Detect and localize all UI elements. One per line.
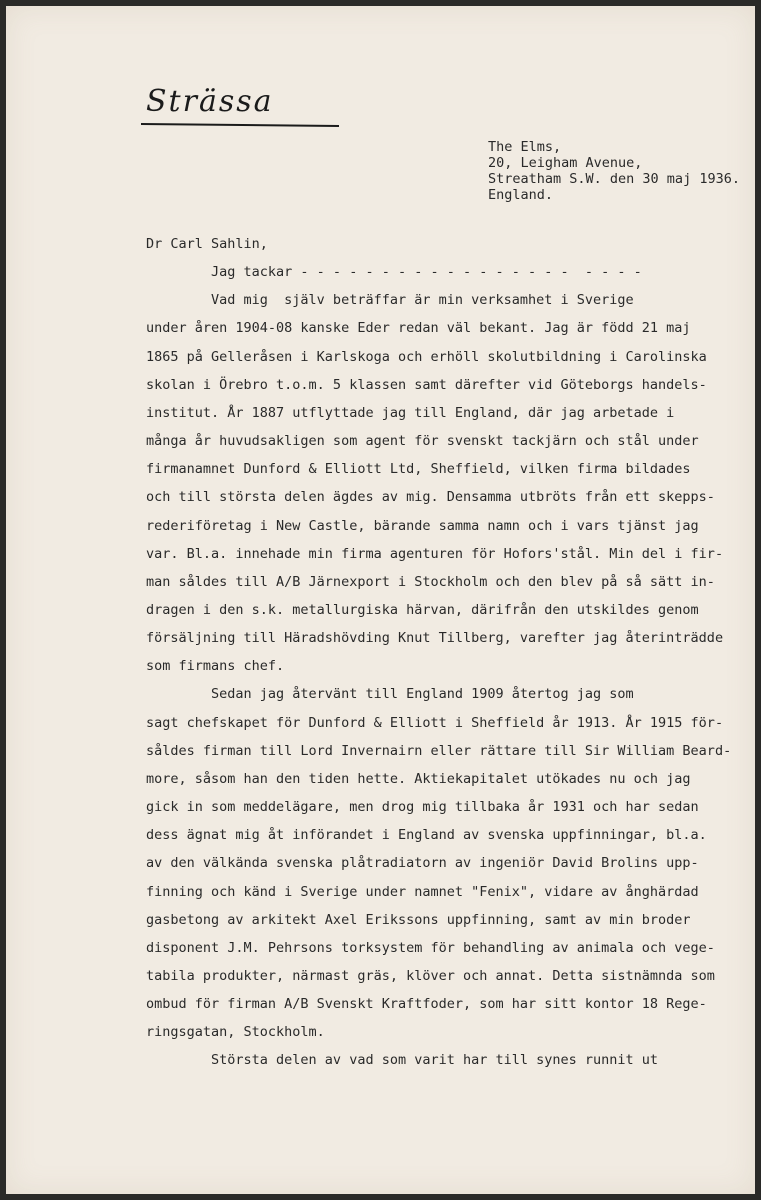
salutation: Dr Carl Sahlin,: [146, 236, 268, 252]
body-line: och till största delen ägdes av mig. Densamma utbröts från ett skepps-: [146, 489, 715, 505]
body-line: gick in som meddelägare, men drog mig tillbaka år 1931 och har sedan: [146, 799, 699, 815]
body-line: sagt chefskapet för Dunford & Elliott i Sheffield år 1913. År 1915 för-: [146, 715, 724, 731]
address-line: England.: [488, 187, 554, 203]
body-line: more, såsom han den tiden hette. Aktiekapitalet utökades nu och jag: [146, 771, 691, 787]
body-line: dess ägnat mig åt införandet i England av svenska uppfinningar, bl.a.: [146, 827, 707, 843]
body-line: Största delen av vad som varit har till synes runnit ut: [146, 1052, 659, 1068]
body-line: som firmans chef.: [146, 658, 285, 674]
letter-page: [6, 6, 755, 1194]
body-line: Sedan jag återvänt till England 1909 återtog jag som: [146, 686, 634, 702]
address-line: 20, Leigham Avenue,: [488, 155, 643, 171]
handwritten-title: Strässa: [146, 84, 274, 119]
body-line: ringsgatan, Stockholm.: [146, 1024, 325, 1040]
body-line: många år huvudsakligen som agent för svenskt tackjärn och stål under: [146, 433, 699, 449]
sender-address: [488, 139, 740, 203]
body-line: Vad mig själv beträffar är min verksamhet i Sverige: [146, 292, 634, 308]
body-line: finning och känd i Sverige under namnet "Fenix", vidare av ånghärdad: [146, 884, 699, 900]
body-line: 1865 på Gelleråsen i Karlskoga och erhöll skolutbildning i Carolinska: [146, 349, 707, 365]
body-line: dragen i den s.k. metallurgiska härvan, därifrån den utskildes genom: [146, 602, 699, 618]
body-line: tabila produkter, närmast gräs, klöver och annat. Detta sistnämnda som: [146, 968, 715, 984]
body-line: skolan i Örebro t.o.m. 5 klassen samt därefter vid Göteborgs handels-: [146, 377, 707, 393]
body-line: ombud för firman A/B Svenskt Kraftfoder, som har sitt kontor 18 Rege-: [146, 996, 707, 1012]
body-line: under åren 1904-08 kanske Eder redan väl bekant. Jag är född 21 maj: [146, 320, 691, 336]
body-line: rederiföretag i New Castle, bärande samma namn och i vars tjänst jag: [146, 518, 699, 534]
body-line: Jag tackar - - - - - - - - - - - - - - - - - - - - -: [146, 264, 642, 280]
title-underline: [141, 123, 339, 127]
body-line: institut. År 1887 utflyttade jag till England, där jag arbetade i: [146, 405, 675, 421]
body-line: disponent J.M. Pehrsons torksystem för behandling av animala och vege-: [146, 940, 715, 956]
body-line: av den välkända svenska plåtradiatorn av ingeniör David Brolins upp-: [146, 855, 699, 871]
address-line: Streatham S.W. den 30 maj 1936.: [488, 171, 740, 187]
body-line: man såldes till A/B Järnexport i Stockholm och den blev på så sätt in-: [146, 574, 715, 590]
address-line: The Elms,: [488, 139, 562, 155]
body-line: firmanamnet Dunford & Elliott Ltd, Sheffield, vilken firma bildades: [146, 461, 691, 477]
body-line: var. Bl.a. innehade min firma agenturen för Hofors'stål. Min del i fir-: [146, 546, 724, 562]
body-line: försäljning till Häradshövding Knut Tillberg, varefter jag återinträdde: [146, 630, 724, 646]
body-line: gasbetong av arkitekt Axel Erikssons uppfinning, samt av min broder: [146, 912, 691, 928]
body-line: såldes firman till Lord Invernairn eller rättare till Sir William Beard-: [146, 743, 732, 759]
